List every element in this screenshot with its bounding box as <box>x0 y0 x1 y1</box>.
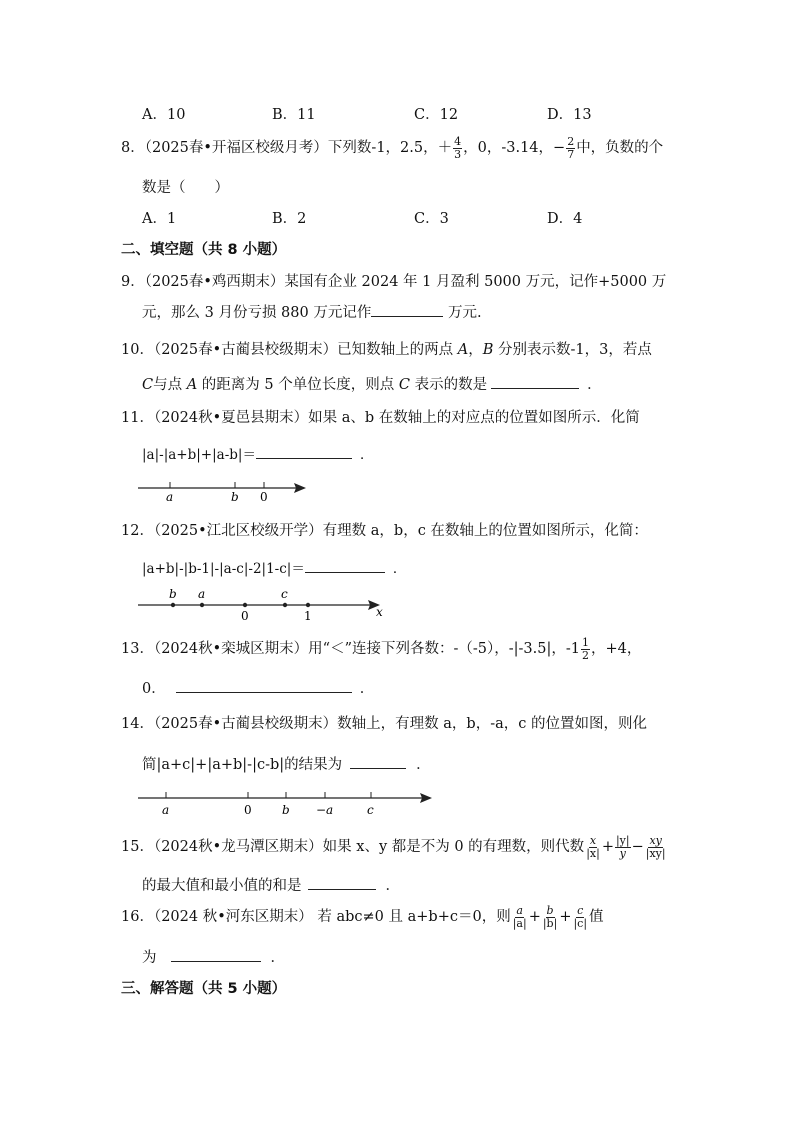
q12-line2 <box>142 557 406 577</box>
q16-line2 <box>142 946 285 967</box>
q13-answer-blank[interactable] <box>176 691 352 693</box>
point-a-label: A <box>186 377 198 393</box>
point-c <box>283 603 287 607</box>
label-a: a <box>166 490 174 504</box>
frac-num: |y| <box>615 833 630 847</box>
q8-line1 <box>121 134 663 162</box>
q15-text: 15．（2024秋•龙马潭区期末）如果 x、y 都是不为 0 的有理数，则代数 <box>121 839 585 855</box>
q16-answer-blank[interactable] <box>171 960 261 962</box>
q14-line1: 14．（2025春•古蔺县校级期末）数轴上，有理数 a，b，-a，c 的位置如图，则化 <box>121 716 647 732</box>
q9-text-end: 万元. <box>443 305 482 321</box>
q11-line1: 11．（2024秋•夏邑县期末）如果 a、b 在数轴上的对应点的位置如图所示．化简 <box>121 410 640 426</box>
q15-fraction-1 <box>585 835 601 860</box>
label-a: a <box>162 803 170 817</box>
q8-fraction-4-3 <box>453 136 462 161</box>
q14-end: ． <box>416 757 431 773</box>
frac-num: 2 <box>567 134 575 148</box>
frac-den: y <box>619 846 626 860</box>
q12-answer-blank[interactable] <box>305 571 385 573</box>
plus-sign: + <box>559 909 572 925</box>
label-neg-a: −a <box>316 803 334 817</box>
q15-line2 <box>142 874 400 895</box>
point-b <box>171 603 175 607</box>
q16-fraction-c <box>572 905 588 930</box>
q8-option-d: D．4 <box>547 211 583 227</box>
q13-line2 <box>142 677 374 698</box>
q10-text-post: 分别表示数-1，3，若点 <box>493 342 652 358</box>
q8-option-b: B．2 <box>272 211 307 227</box>
label-0: 0 <box>244 803 252 817</box>
q13-fraction-1-2 <box>581 637 590 662</box>
q15-fraction-3 <box>645 835 667 860</box>
q12-expression: |a+b|-|b-1|-|a-c|-2|1-c|＝ <box>142 561 305 577</box>
frac-den: |x| <box>586 846 600 860</box>
q9-text: 元，那么 3 月份亏损 880 万元记作 <box>142 305 372 321</box>
q11-answer-blank[interactable] <box>256 457 352 459</box>
point-c-label: C <box>142 377 154 393</box>
q13-text-post: ，+4， <box>591 641 642 657</box>
q16-fraction-a <box>512 905 528 930</box>
q10-line2 <box>142 373 602 394</box>
q14-line2 <box>142 753 431 774</box>
q16-fraction-b <box>542 905 558 930</box>
q8-option-c: C．3 <box>414 211 449 227</box>
q10-text: 10．（2025春•古蔺县校级期末）已知数轴上的两点 <box>121 342 458 358</box>
q10-answer-blank[interactable] <box>491 387 579 389</box>
frac-den: |c| <box>573 916 588 930</box>
q15-answer-blank[interactable] <box>308 888 376 890</box>
q15-fraction-2 <box>615 835 631 860</box>
frac-num: a <box>516 903 523 917</box>
point-a <box>200 603 204 607</box>
minus-sign: − <box>631 839 644 855</box>
label-0: 0 <box>260 490 268 504</box>
q10-line1 <box>121 338 652 359</box>
point-c-label: C <box>398 377 410 393</box>
q11-end: ． <box>359 447 374 463</box>
q13-text: 13．（2024秋•栾城区期末）用“＜”连接下列各数：-（-5），-|-3.5|，-1 <box>121 641 581 657</box>
q10-text: 表示的数是 <box>409 377 488 393</box>
q16-end: ． <box>270 950 285 966</box>
q7-option-a: A．10 <box>142 107 186 123</box>
point-1 <box>306 603 310 607</box>
q8-line2: 数是（ ） <box>142 180 229 196</box>
frac-den: 7 <box>567 147 575 161</box>
frac-den: |xy| <box>645 846 666 860</box>
frac-den: 2 <box>582 648 590 662</box>
q12-number-line <box>136 586 392 624</box>
section-answer-title: 三、解答题（共 5 小题） <box>121 981 287 997</box>
q10-comma: ， <box>468 342 483 358</box>
q7-option-d: D．13 <box>547 107 592 123</box>
q8-text-pre: 8．（2025春•开福区校级月考）下列数-1，2.5，＋ <box>121 140 453 156</box>
label-a: a <box>198 587 206 601</box>
label-0: 0 <box>241 609 249 623</box>
frac-den: |b| <box>542 916 558 930</box>
label-b: b <box>169 587 177 601</box>
frac-num: 1 <box>582 635 590 649</box>
section-fill-in-title: 二、填空题（共 8 小题） <box>121 242 287 258</box>
q12-end: ． <box>392 561 407 577</box>
label-b: b <box>282 803 290 817</box>
frac-den: |a| <box>512 916 527 930</box>
q11-number-line <box>136 478 316 504</box>
q14-number-line <box>136 790 436 818</box>
q10-text: 的距离为 5 个单位长度，则点 <box>197 377 399 393</box>
plus-sign: + <box>601 839 614 855</box>
q16-line1 <box>121 900 604 934</box>
q15-end: ． <box>385 878 400 894</box>
point-b-label: B <box>482 342 494 358</box>
q8-fraction-2-7 <box>566 136 575 161</box>
q11-line2 <box>142 443 373 463</box>
q11-expression: |a|-|a+b|+|a-b|＝ <box>142 447 256 463</box>
q10-end: ． <box>587 377 602 393</box>
plus-sign: + <box>528 909 541 925</box>
q13-line1 <box>121 635 641 663</box>
q15-line1 <box>121 830 668 864</box>
q8-option-a: A．1 <box>142 211 177 227</box>
label-c: c <box>281 587 288 601</box>
frac-num: 4 <box>454 134 462 148</box>
q9-line1: 9．（2025春•鸡西期末）某国有企业 2024 年 1 月盈利 5000 万元，记作+5000 万 <box>121 274 667 290</box>
point-a-label: A <box>457 342 469 358</box>
point-0 <box>243 603 247 607</box>
q7-option-c: C．12 <box>414 107 459 123</box>
q13-text: 0． <box>142 681 166 697</box>
q12-line1: 12．（2025•江北区校级开学）有理数 a，b，c 在数轴上的位置如图所示，化简： <box>121 523 648 539</box>
label-b: b <box>231 490 239 504</box>
q13-end: ． <box>359 681 375 697</box>
label-1: 1 <box>304 609 312 623</box>
frac-den: 3 <box>454 147 462 161</box>
label-c: c <box>367 803 374 817</box>
q16-text-post: 值 <box>589 909 604 925</box>
frac-num: c <box>577 903 584 917</box>
q10-text: 与点 <box>153 377 187 393</box>
q16-text: 为 <box>142 950 157 966</box>
q16-text: 16．（2024 秋•河东区期末） 若 abc≠0 且 a+b+c＝0，则 <box>121 909 511 925</box>
q15-text: 的最大值和最小值的和是 <box>142 878 302 894</box>
label-x: x <box>376 605 383 619</box>
q9-line2 <box>142 301 482 322</box>
q8-text-post: 中，负数的个 <box>576 140 664 156</box>
frac-num: x <box>589 833 597 847</box>
frac-num: b <box>546 903 554 917</box>
q14-answer-blank[interactable] <box>350 767 406 769</box>
q9-answer-blank[interactable] <box>371 315 443 317</box>
q8-text-mid: ，0，-3.14，− <box>463 140 566 156</box>
frac-num: xy <box>649 833 662 847</box>
q7-option-b: B．11 <box>272 107 316 123</box>
q14-text: 简|a+c|+|a+b|-|c-b|的结果为 <box>142 757 343 773</box>
